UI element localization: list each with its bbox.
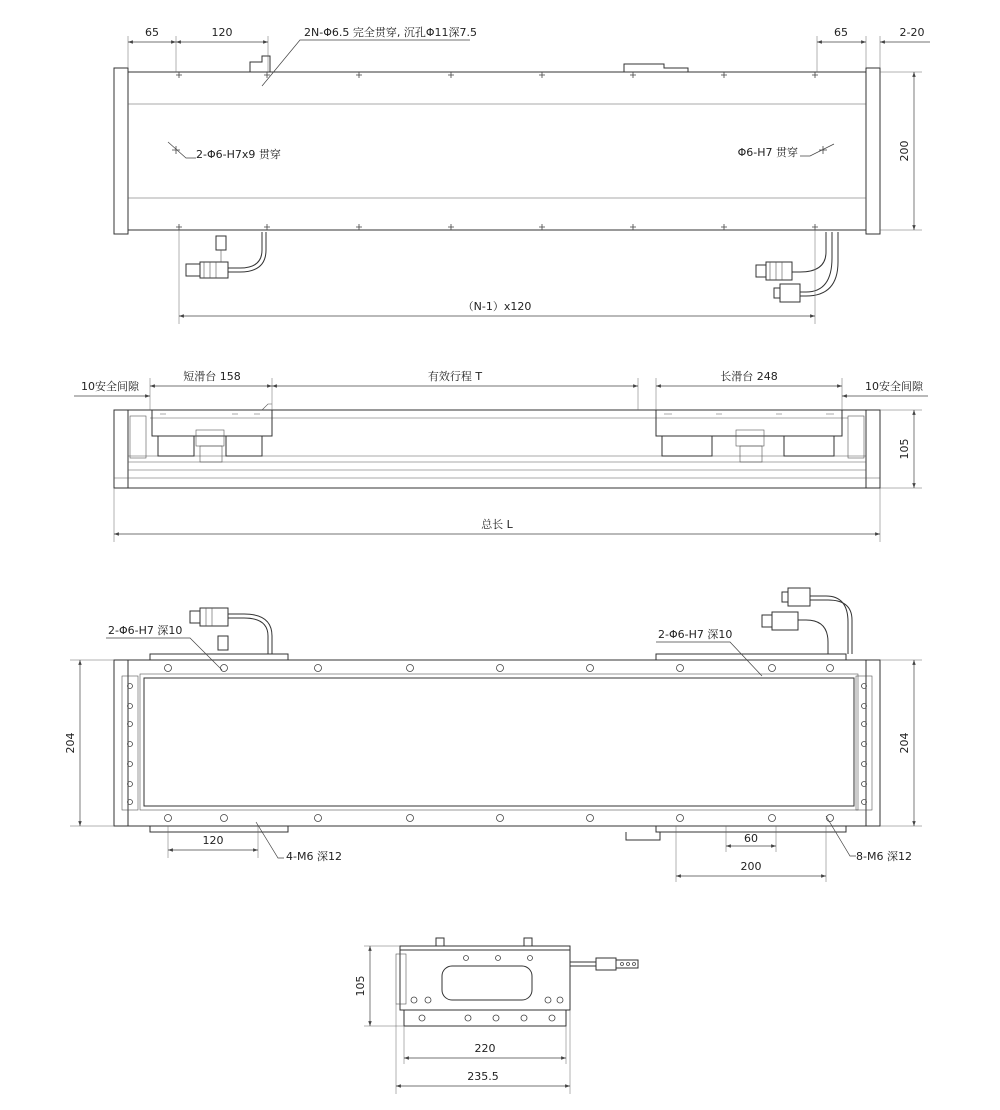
bottom-dim-120: 120 xyxy=(202,834,224,847)
bottom-view-end-screws xyxy=(128,684,867,805)
bottom-dim-204-right: 204 xyxy=(898,732,911,754)
side-view xyxy=(74,369,928,542)
top-note-pin-left: 2-Φ6-H7x9 贯穿 xyxy=(196,148,281,161)
top-note-mount-holes: 2N-Φ6.5 完全贯穿, 沉孔Φ11深7.5 xyxy=(304,26,477,39)
bottom-view-right-connectors xyxy=(762,588,852,654)
top-view-right-connectors xyxy=(756,232,838,302)
side-dim-105: 105 xyxy=(898,438,911,460)
bottom-view-short-slider-plate xyxy=(150,654,288,660)
top-view-left-end-cap xyxy=(114,68,128,234)
top-leader-pin-right xyxy=(800,144,834,156)
end-view-connector xyxy=(570,958,638,970)
top-dim-2-20: 2-20 xyxy=(899,26,925,39)
top-leader-mount-holes xyxy=(262,40,470,86)
bottom-view-outer xyxy=(114,660,880,826)
bottom-view xyxy=(64,588,922,882)
end-dim-220: 220 xyxy=(474,1042,496,1055)
side-view-body xyxy=(114,410,880,488)
side-long-slider-label: 长滑台 248 xyxy=(720,370,778,383)
end-dim-105: 105 xyxy=(354,975,367,997)
side-view-short-slider xyxy=(152,404,272,462)
bottom-view-left-connector xyxy=(190,608,272,654)
top-dim-pitch: （N-1）x120 xyxy=(462,300,532,313)
top-dim-200: 200 xyxy=(898,140,911,162)
bottom-leader-thread-right xyxy=(826,816,856,856)
top-view xyxy=(114,25,930,324)
side-effective-stroke: 有效行程 T xyxy=(427,370,483,383)
bottom-view-long-slider-plate xyxy=(656,654,846,660)
bottom-note-thread-left: 4-M6 深12 xyxy=(286,850,342,863)
end-view-base xyxy=(404,1010,566,1026)
end-view-holes xyxy=(411,956,563,1022)
end-view-slot xyxy=(442,966,532,1000)
top-note-pin-right: Φ6-H7 贯穿 xyxy=(737,146,798,159)
top-view-right-end-cap xyxy=(866,68,880,234)
bottom-note-pin-left: 2-Φ6-H7 深10 xyxy=(108,624,183,637)
top-dim-65-left: 65 xyxy=(145,26,159,39)
end-view xyxy=(354,938,638,1094)
bottom-leader-thread-left xyxy=(256,822,284,858)
bottom-dim-200: 200 xyxy=(740,860,762,873)
end-dim-235-5: 235.5 xyxy=(467,1070,499,1083)
top-dim-65-right: 65 xyxy=(834,26,848,39)
bottom-leader-pin-right xyxy=(656,642,762,676)
top-view-left-connector xyxy=(186,232,266,278)
bottom-dim-60: 60 xyxy=(744,832,758,845)
top-view-left-tab xyxy=(250,56,270,72)
top-view-right-tab xyxy=(624,64,688,72)
side-safety-gap-right: 10安全间隙 xyxy=(865,380,923,393)
side-safety-gap-left: 10安全间隙 xyxy=(81,380,139,393)
bottom-dim-204-left: 204 xyxy=(64,732,77,754)
top-dim-120: 120 xyxy=(211,26,233,39)
bottom-view-top-holes xyxy=(165,665,834,822)
bottom-note-thread-right: 8-M6 深12 xyxy=(856,850,912,863)
side-total-length: 总长 L xyxy=(481,518,513,531)
side-short-slider-label: 短滑台 158 xyxy=(183,370,241,383)
bottom-note-pin-right: 2-Φ6-H7 深10 xyxy=(658,628,733,641)
bottom-view-window xyxy=(144,678,854,806)
